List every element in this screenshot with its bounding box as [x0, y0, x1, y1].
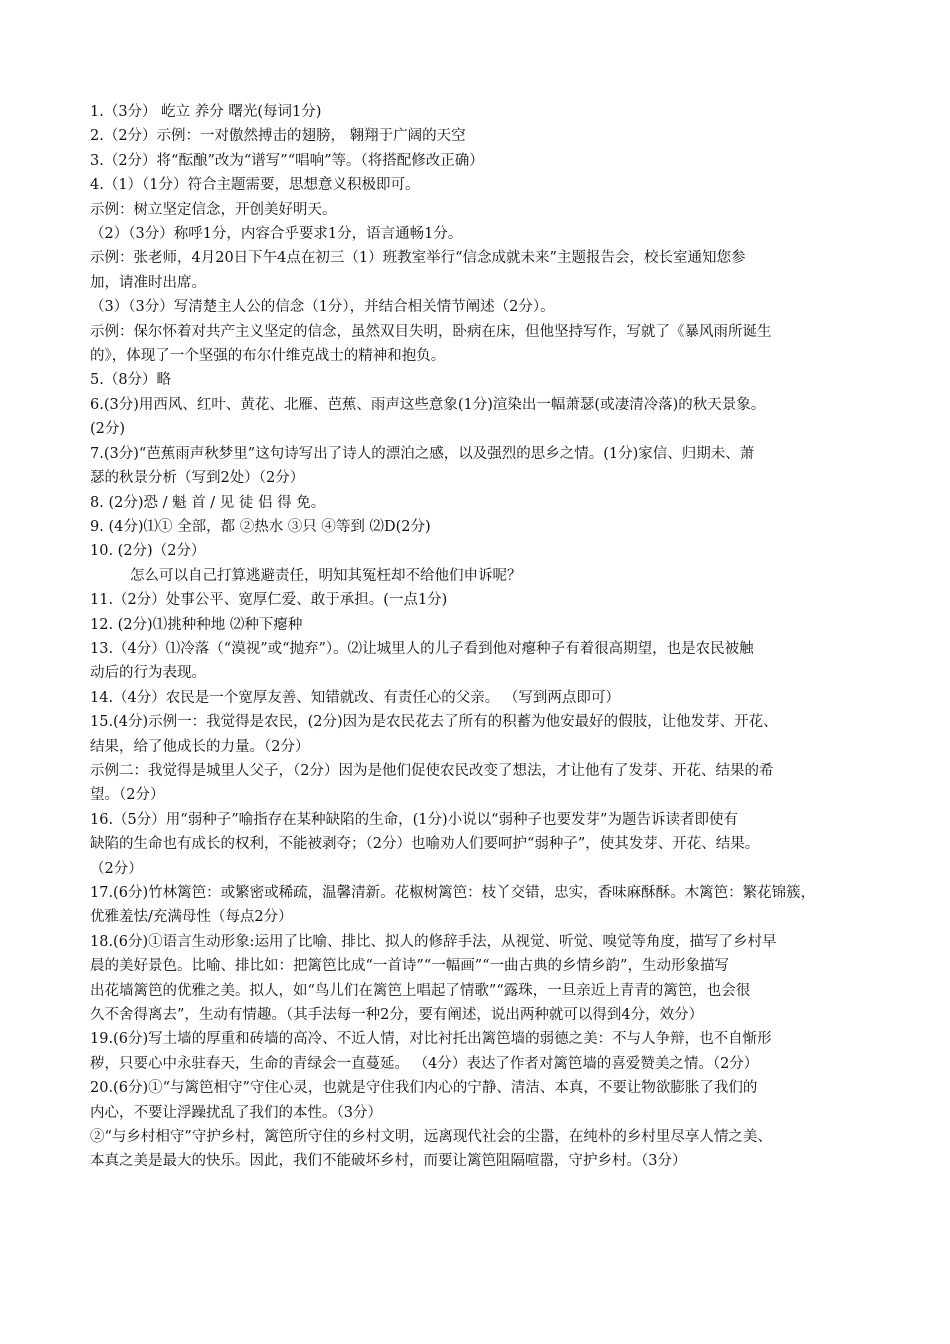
answer-line: 13.（4分）⑴冷落（“漠视”或“抛弃”）。⑵让城里人的儿子看到他对瘪种子有着很高期望，也是农民被触 — [90, 640, 754, 657]
answer-line: ②“与乡村相守”守护乡村，篱笆所守住的乡村文明，远离现代社会的尘嚣，在纯朴的乡村里尽享人情之美、 — [90, 1129, 772, 1146]
answer-line: 12. (2分)⑴挑种种地 ⑵种下瘪种 — [90, 616, 303, 633]
answer-line: 4.（1）（1分）符合主题需要，思想意义积极即可。 — [90, 177, 420, 194]
answer-line: 19.(6分)写土墙的厚重和砖墙的高冷、不近人情，对比衬托出篱笆墙的弱德之美：不与人争辩，也不自惭形 — [90, 1031, 772, 1048]
answer-line: 3.（2分）将“酝酿”改为“谱写”“唱响”等。（将搭配修改正确） — [90, 152, 484, 169]
answer-line: 16.（5分）用“弱种子”喻指存在某种缺陷的生命，(1分)小说以“弱种子也要发芽”为题告诉读者即使有 — [90, 811, 738, 828]
answer-line: 7.(3分)“芭蕉雨声秋梦里”这句诗写出了诗人的漂泊之感，以及强烈的思乡之情。(1分)家信、归期未、萧 — [90, 445, 755, 462]
answer-line: 望。（2分） — [90, 787, 165, 804]
answer-line: 2.（2分）示例：一对傲然搏击的翅膀， 翱翔于广阔的天空 — [90, 128, 466, 145]
answer-line: 久不舍得离去”，生动有情趣。（其手法每一种2分，要有阐述，说出两种就可以得到4分，效分） — [90, 1007, 704, 1024]
answer-line: 结果，给了他成长的力量。（2分） — [90, 738, 310, 755]
answer-line: (2分) — [90, 421, 126, 438]
answer-line: 6.(3分)用西风、红叶、黄花、北雁、芭蕉、雨声这些意象(1分)渲染出一幅萧瑟(或凄清冷落)的秋天景象。 — [90, 396, 766, 413]
answer-line: 示例二：我觉得是城里人父子，（2分）因为是他们促使农民改变了想法，才让他有了发芽、开花、结果的希 — [90, 762, 774, 779]
answer-line: 11.（2分）处事公平、宽厚仁爱、敢于承担。(一点1分) — [90, 592, 448, 609]
answer-line: 9. (4分)⑴① 全部，都 ②热水 ③只 ④等到 ⑵D(2分) — [90, 518, 431, 535]
answer-line: 5.（8分）略 — [90, 372, 172, 389]
answer-line: 内心，不要让浮躁扰乱了我们的本性。（3分） — [90, 1104, 382, 1121]
answer-line: 15.(4分)示例一：我觉得是农民，(2分)因为是农民花去了所有的积蓄为他安最好的假肢，让他发芽、开花、 — [90, 714, 778, 731]
answer-line: 动后的行为表现。 — [90, 665, 206, 682]
answer-line: 14.（4分）农民是一个宽厚友善、知错就改、有责任心的父亲。 （写到两点即可） — [90, 689, 620, 706]
answer-line: 10. (2分)（2分） — [90, 543, 206, 560]
answer-line: 缺陷的生命也有成长的权利，不能被剥夺；（2分）也喻劝人们要呵护“弱种子”，使其发芽、开花、结果。 — [90, 836, 760, 853]
answer-line: 8. (2分)恐 / 魁 首 / 见 徒 侣 得 免。 — [90, 494, 326, 511]
answer-line: 本真之美是最大的快乐。因此，我们不能破坏乡村，而要让篱笆阻隔喧嚣，守护乡村。（3分） — [90, 1153, 687, 1170]
answer-line: 示例：张老师，4月20日下午4点在初三（1）班教室举行“信念成就未来”主题报告会，校长室通知您参 — [90, 250, 746, 267]
answer-line: 出花墙篱笆的优雅之美。拟人，如“鸟儿们在篱笆上唱起了情歌”“露珠，一旦亲近上青青的篱笆，也会很 — [90, 982, 751, 999]
answer-line: 的》，体现了一个坚强的布尔什维克战士的精神和抱负。 — [90, 348, 446, 365]
answer-line: 怎么可以自己打算逃避责任，明知其冤枉却不给他们申诉呢？ — [130, 567, 522, 584]
answer-line: 示例：树立坚定信念，开创美好明天。 — [90, 201, 337, 218]
answer-line: 20.(6分)①“与篱笆相守”守住心灵，也就是守住我们内心的宁静、清洁、本真，不要让物欲膨胀了我们的 — [90, 1080, 758, 1097]
answer-line: 17.(6分)竹林篱笆：或繁密或稀疏，温馨清新。花椒树篱笆：枝丫交错，忠实，香味麻酥酥。木篱笆：繁花锦簇， — [90, 885, 816, 901]
answer-line: 加，请准时出席。 — [90, 274, 206, 291]
answer-line: （2）（3分）称呼1分，内容合乎要求1分，语言通畅1分。 — [90, 226, 463, 243]
answer-line: 秽，只要心中永驻春天，生命的青绿会一直蔓延。 （4分）表达了作者对篱笆墙的喜爱赞美之情。（2分） — [90, 1055, 759, 1072]
answer-line: 晨的美好景色。比喻、排比如：把篱笆比成“一首诗”“一幅画”“一曲古典的乡情乡韵”，生动形象描写 — [90, 958, 729, 975]
answer-line: 1.（3分） 屹立 养分 曙光(每词1分) — [90, 104, 322, 120]
answer-line: 18.(6分)①语言生动形象:运用了比喻、排比、拟人的修辞手法，从视觉、听觉、嗅觉等角度，描写了乡村早 — [90, 933, 777, 950]
answer-line: 优雅羞怯/充满母性（每点2分） — [90, 909, 293, 926]
answer-line: （2分） — [90, 860, 143, 877]
answer-line: 示例：保尔怀着对共产主义坚定的信念，虽然双目失明，卧病在床，但他坚持写作，写就了《暴风雨所诞生 — [90, 323, 772, 340]
answer-line: （3）（3分）写清楚主人公的信念（1分），并结合相关情节阐述（2分）。 — [90, 299, 555, 316]
answer-line: 瑟的秋景分析（写到2处）（2分） — [90, 470, 305, 487]
